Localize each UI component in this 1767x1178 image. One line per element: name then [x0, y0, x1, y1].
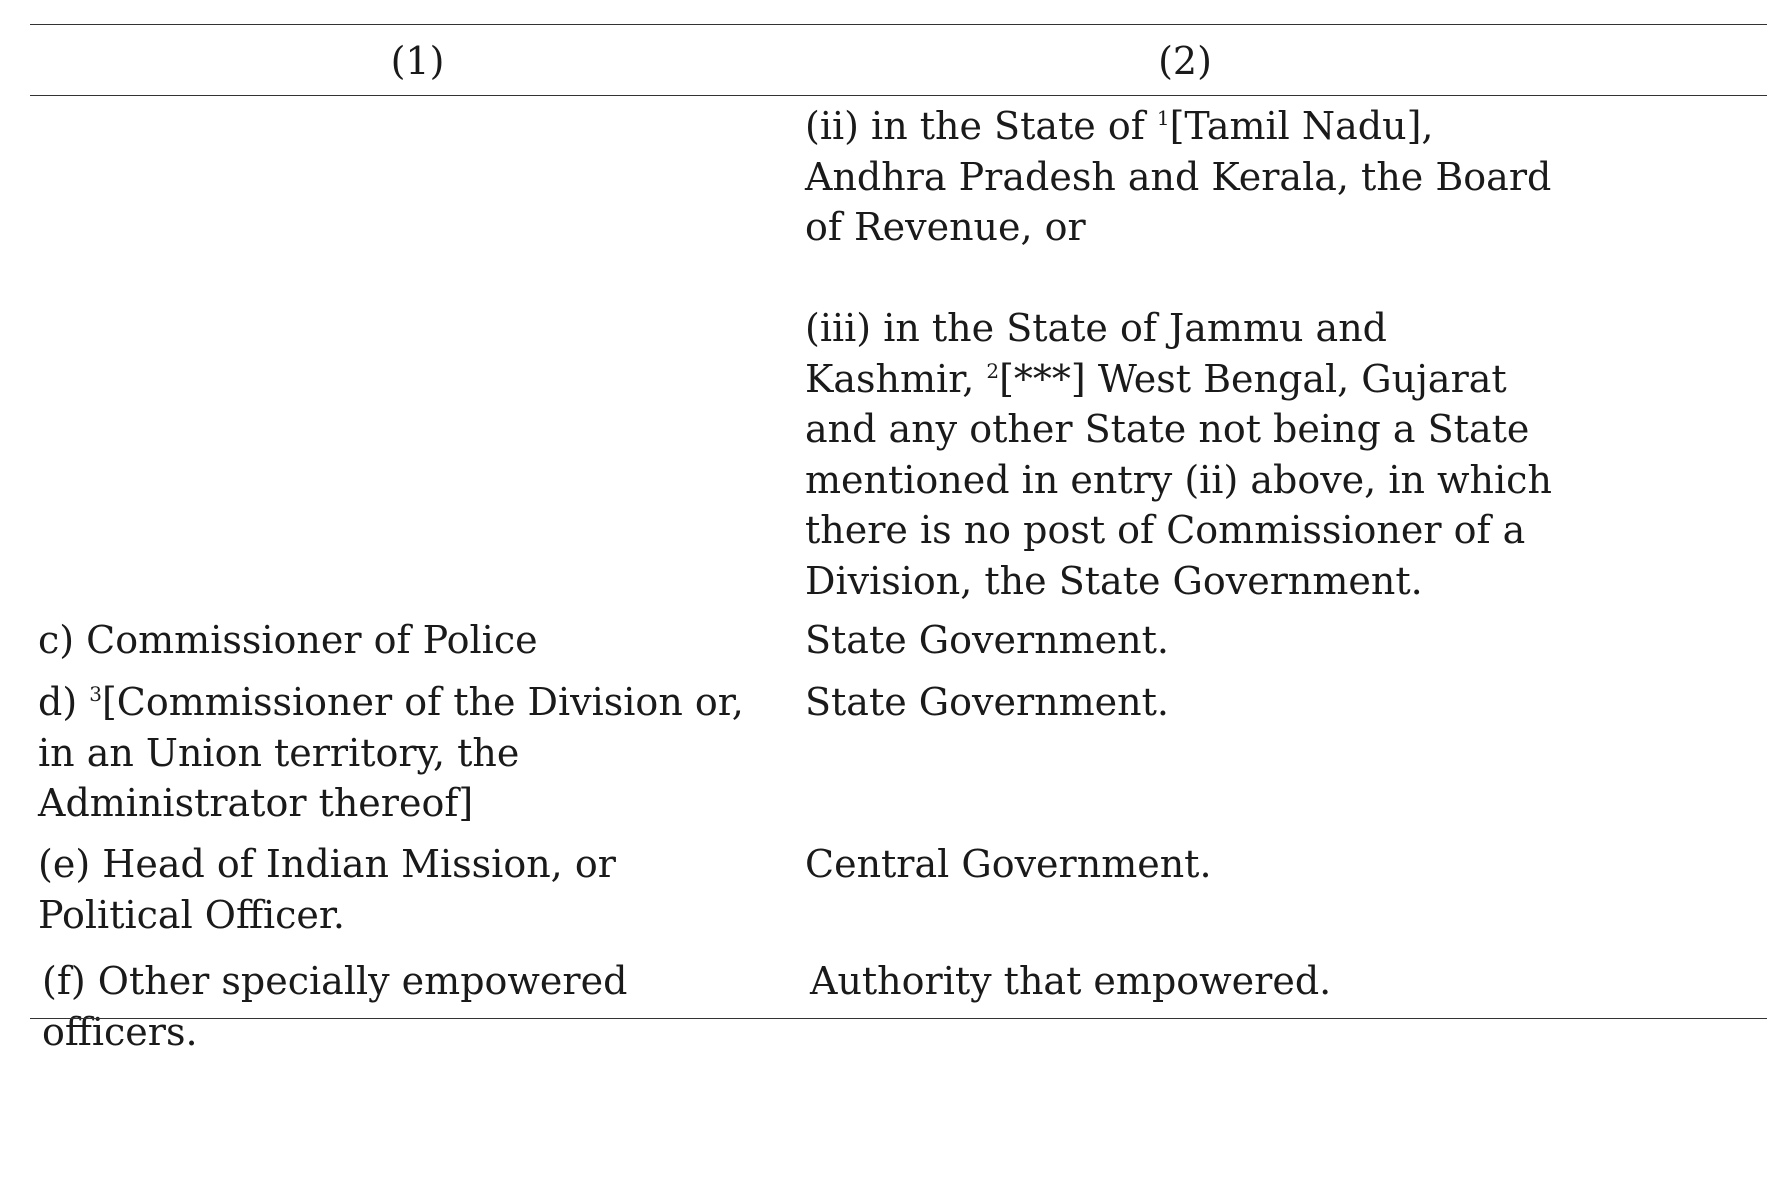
row-c-col1: c) Commissioner of Police	[38, 618, 538, 662]
footnote-marker: 3	[89, 682, 102, 706]
footnote-marker: 1	[1156, 106, 1170, 130]
col2-entry-ii-text: [Tamil Nadu], Andhra Pradesh and Kerala, the Board of Revenue, or	[805, 104, 1564, 249]
header-bottom-rule	[30, 95, 1767, 96]
table-bottom-rule	[30, 1018, 1767, 1019]
row-f-col2: Authority that empowered.	[810, 959, 1332, 1003]
footnote-marker: 2	[986, 358, 1000, 383]
col2-entry-iii	[805, 303, 1565, 606]
row-e-col1: (e) Head of Indian Mission, or Political Officer.	[38, 842, 628, 937]
row-e-col2: Central Government.	[805, 842, 1212, 886]
col2-entry-iii-prefix: (iii) in the State of Jammu and Kashmir,	[805, 306, 1400, 401]
table-top-rule	[30, 24, 1767, 25]
row-f-col1: (f) Other specially empowered officers.	[42, 959, 640, 1054]
row-d-col1	[38, 677, 778, 829]
row-d-prefix: d)	[38, 680, 90, 724]
column-header-2: (2)	[1158, 39, 1212, 83]
row-c-col2: State Government.	[805, 618, 1169, 662]
col2-entry-iii-text: [***] West Bengal, Gujarat and any other State not being a State mentioned in entry (ii) above, in which there is no post of Commissioner of a Division, the State Government.	[805, 356, 1565, 603]
row-d-col2: State Government.	[805, 680, 1169, 724]
column-header-1: (1)	[390, 39, 445, 83]
row-d-text: [Commissioner of the Division or, in an Union territory, the Administrator thereof]	[38, 680, 756, 825]
col2-entry-ii-prefix: (ii) in the State of	[805, 104, 1157, 148]
col2-entry-ii	[805, 101, 1565, 253]
